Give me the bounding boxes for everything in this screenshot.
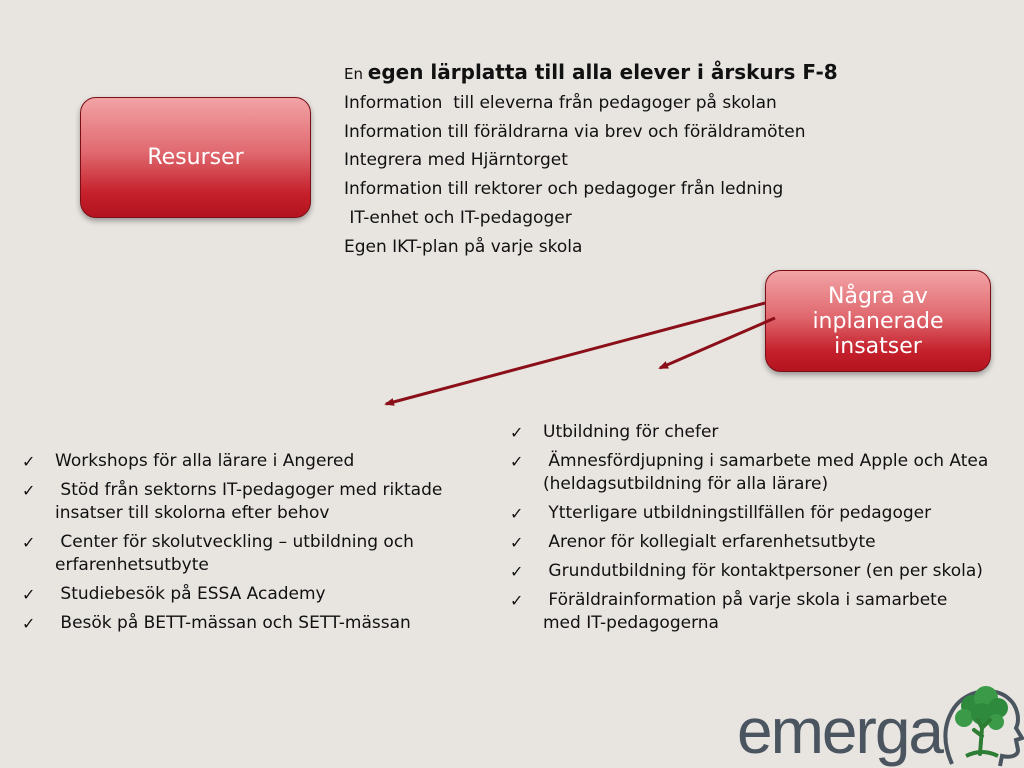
- list-item: Egen IKT-plan på varje skola: [344, 236, 583, 257]
- checkmark-icon: ✓: [510, 591, 524, 610]
- right-checklist: [510, 421, 994, 641]
- checkmark-icon: ✓: [22, 452, 36, 471]
- list-item-text: Studiebesök på ESSA Academy: [55, 584, 326, 604]
- left-checklist: [22, 450, 497, 641]
- checkmark-icon: ✓: [510, 423, 524, 442]
- checkmark-icon: ✓: [510, 452, 524, 471]
- list-item: [510, 450, 994, 496]
- list-item-text: Grundutbildning för kontaktpersoner (en per skola): [543, 561, 983, 581]
- list-item: Information till eleverna från pedagoger på skolan: [344, 92, 777, 113]
- list-item-text: Workshops för alla lärare i Angered: [55, 451, 355, 471]
- list-item-text: Föräldrainformation på varje skola i samarbete med IT-pedagogerna: [543, 590, 953, 633]
- list-item-text: Center för skolutveckling – utbildning och erfarenhetsutbyte: [55, 532, 420, 575]
- list-item: [22, 450, 497, 473]
- arrow-to-left-list: [386, 303, 765, 404]
- checkmark-icon: ✓: [510, 562, 524, 581]
- checkmark-icon: ✓: [510, 533, 524, 552]
- checkmark-icon: ✓: [22, 585, 36, 604]
- checkmark-icon: ✓: [22, 481, 36, 500]
- checkmark-icon: ✓: [22, 614, 36, 633]
- logo-text: emerga: [737, 695, 942, 767]
- first-item-emphasis: egen lärplatta till alla elever i årskurs F-8: [367, 60, 838, 84]
- planned-actions-box-label: Några av inplanerade insatser: [812, 283, 944, 359]
- list-item: [22, 612, 497, 635]
- list-item: Information till föräldrarna via brev och föräldramöten: [344, 121, 806, 142]
- list-item-text: Ämnesfördjupning i samarbete med Apple och Atea (heldagsutbildning för alla lärare): [543, 451, 994, 494]
- list-item: Information till rektorer och pedagoger från ledning: [344, 179, 784, 200]
- list-item: [510, 502, 990, 525]
- resources-box-label: Resurser: [147, 145, 244, 170]
- list-item-text: Ytterligare utbildningstillfällen för pedagoger: [543, 503, 932, 523]
- list-item-text: Utbildning för chefer: [543, 422, 719, 442]
- checkmark-icon: ✓: [22, 533, 36, 552]
- checkmark-icon: ✓: [510, 504, 524, 523]
- list-item-text: Stöd från sektorns IT-pedagoger med riktade insatser till skolorna efter behov: [55, 480, 448, 523]
- list-item: [22, 479, 497, 525]
- list-item: Integrera med Hjärntorget: [344, 150, 568, 171]
- list-item: [510, 560, 990, 583]
- list-item-text: Arenor för kollegialt erfarenhetsutbyte: [543, 532, 876, 552]
- list-item: [510, 421, 990, 444]
- list-item: [22, 531, 497, 577]
- tree-icon: [934, 676, 1024, 768]
- list-item: [22, 583, 497, 606]
- list-item-text: Besök på BETT-mässan och SETT-mässan: [55, 613, 411, 633]
- list-item: IT-enhet och IT-pedagoger: [344, 207, 572, 228]
- emerga-logo: [737, 676, 1024, 768]
- list-item: [510, 589, 990, 635]
- first-item-prefix: En: [344, 65, 368, 83]
- list-item: [510, 531, 990, 554]
